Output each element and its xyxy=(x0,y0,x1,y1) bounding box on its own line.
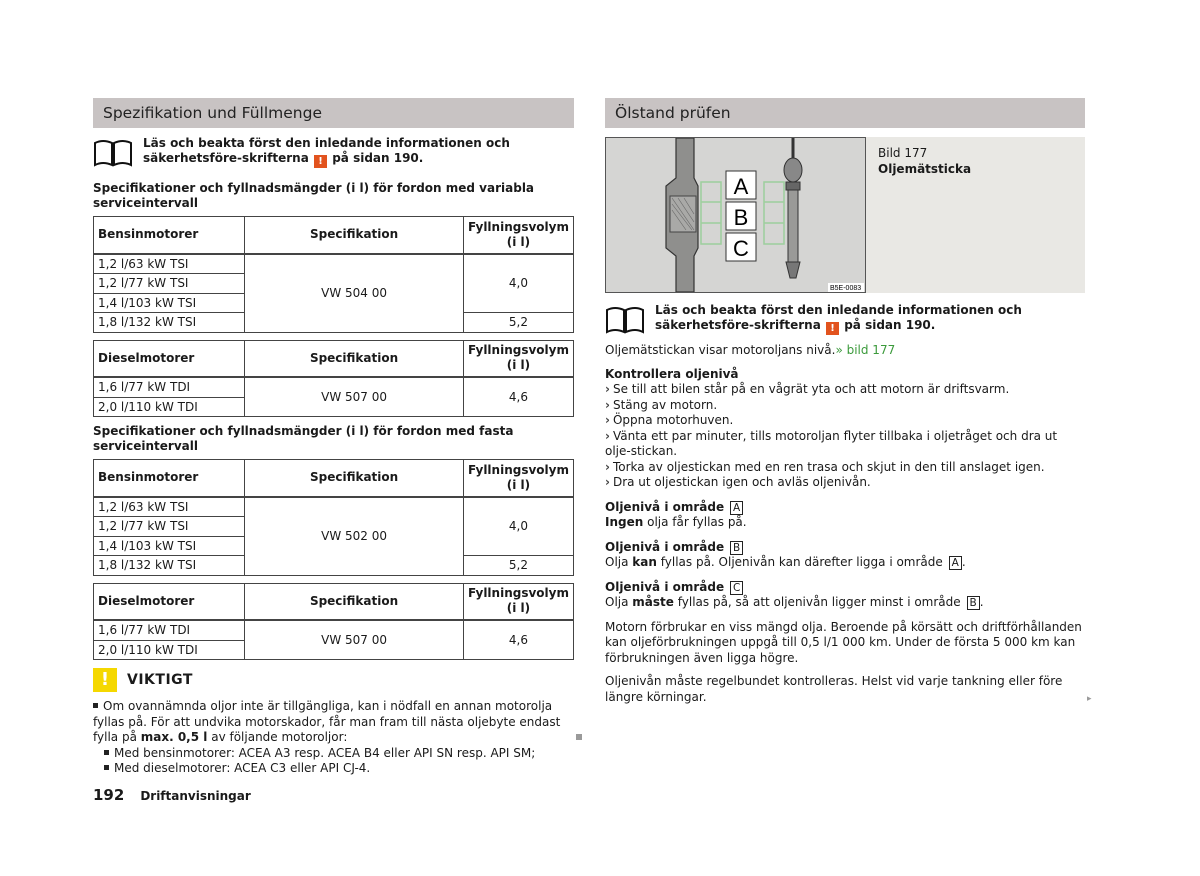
figure-caption xyxy=(866,137,971,293)
engine-cell: 1,6 l/77 kW TDI xyxy=(94,620,245,640)
arrow-icon: › xyxy=(605,382,610,396)
header-volume: Fyllningsvolym (i l) xyxy=(463,217,573,254)
label-c: C xyxy=(733,236,749,261)
right-column xyxy=(605,98,1085,705)
header-specification: Specifikation xyxy=(245,460,464,497)
area-b-box: B xyxy=(730,541,743,555)
figure-link[interactable]: » bild 177 xyxy=(835,343,896,357)
engine-cell: 1,2 l/63 kW TSI xyxy=(94,254,245,274)
dipstick-illustration xyxy=(606,138,865,292)
read-note xyxy=(605,303,1085,335)
left-column xyxy=(93,98,574,777)
engine-cell: 1,2 l/77 kW TSI xyxy=(94,517,245,537)
read-note xyxy=(93,136,574,168)
figure-code: B5E-0083 xyxy=(830,285,862,292)
table-fixed-diesel xyxy=(93,583,574,661)
check-regularly-text: Oljenivån måste regelbundet kontrolleras. Helst vid varje tankning eller före längre körningar. xyxy=(605,674,1063,704)
figure-block xyxy=(605,137,1085,293)
bullet-icon xyxy=(104,750,109,755)
section-title-specification: Spezifikation und Füllmenge xyxy=(93,98,574,128)
intro-text: Oljemätstickan visar motoroljans nivå.» bild 177 xyxy=(605,343,896,357)
volume-cell: 4,0 xyxy=(463,497,573,556)
footer-section: Driftanvisningar xyxy=(140,789,251,803)
notice-text: Om ovannämnda oljor inte är tillgängliga, kan i nödfall en annan motorolja fyllas på. För att undvika motorskador, får man fram till nästa oljebyte endast fylla på max. 0,5 l av följande motoroljor: xyxy=(93,699,561,744)
engine-cell: 1,4 l/103 kW TSI xyxy=(94,536,245,556)
continue-arrow-icon: ▸ xyxy=(1087,694,1092,704)
table-caption-fixed: Specifikationer och fyllnadsmängder (i l) för fordon med fasta serviceintervall xyxy=(93,424,514,453)
notice-list-item: Med dieselmotorer: ACEA C3 eller API CJ-4. xyxy=(93,761,574,777)
header-volume: Fyllningsvolym (i l) xyxy=(463,583,573,620)
caution-icon: ! xyxy=(93,668,117,692)
engine-cell: 2,0 l/110 kW TDI xyxy=(94,397,245,417)
area-ref-box: A xyxy=(949,556,962,570)
header-specification: Specifikation xyxy=(245,217,464,254)
engine-cell: 1,6 l/77 kW TDI xyxy=(94,377,245,397)
engine-cell: 1,2 l/63 kW TSI xyxy=(94,497,245,517)
area-c-block: Oljenivå i område C Olja måste fyllas på, så att oljenivån ligger minst i område B . xyxy=(605,579,984,609)
arrow-icon: › xyxy=(605,413,610,427)
arrow-icon: › xyxy=(605,475,610,489)
step-item: › Vänta ett par minuter, tills motoroljan flyter tillbaka i oljetråget och dra ut olje-stickan. xyxy=(605,428,1058,458)
warning-icon: ! xyxy=(314,155,327,168)
area-a-box: A xyxy=(730,501,743,515)
section-title-oil-level: Ölstand prüfen xyxy=(605,98,1085,128)
notice-list-item: Med bensinmotorer: ACEA A3 resp. ACEA B4 eller API SN resp. API SM; xyxy=(93,746,574,762)
arrow-icon: › xyxy=(605,428,610,443)
header-specification: Specifikation xyxy=(245,583,464,620)
header-volume: Fyllningsvolym (i l) xyxy=(463,460,573,497)
figure-title: Oljemätsticka xyxy=(878,161,972,176)
header-volume: Fyllningsvolym (i l) xyxy=(463,340,573,377)
volume-cell: 4,6 xyxy=(463,620,573,660)
arrow-icon: › xyxy=(605,459,610,474)
book-icon xyxy=(93,137,133,167)
spec-cell: VW 502 00 xyxy=(245,497,464,576)
table-caption-variable: Specifikationer och fyllnadsmängder (i l) för fordon med variabla serviceintervall xyxy=(93,181,535,210)
header-specification: Specifikation xyxy=(245,340,464,377)
page-number: 192 xyxy=(93,786,125,804)
read-note-text: Läs och beakta först den inledande informationen och säkerhetsföre-skrifterna ! på sidan 190. xyxy=(655,303,1022,334)
check-title: Kontrollera oljenivå xyxy=(605,366,739,381)
engine-cell: 1,8 l/132 kW TSI xyxy=(94,556,245,576)
area-a-block: Oljenivå i område A Ingen olja får fyllas på. xyxy=(605,499,747,529)
spec-cell: VW 507 00 xyxy=(245,620,464,660)
arrow-icon: › xyxy=(605,397,610,412)
notice-title: VIKTIGT xyxy=(127,672,193,688)
engine-cell: 1,4 l/103 kW TSI xyxy=(94,293,245,313)
table-fixed-petrol xyxy=(93,459,574,576)
engine-cell: 1,2 l/77 kW TSI xyxy=(94,274,245,294)
engine-cell: 1,8 l/132 kW TSI xyxy=(94,313,245,333)
volume-cell: 4,6 xyxy=(463,377,573,417)
spec-cell: VW 507 00 xyxy=(245,377,464,417)
table-variable-diesel xyxy=(93,340,574,418)
header-engines: Dieselmotorer xyxy=(94,583,245,620)
area-c-box: C xyxy=(730,581,743,595)
label-b: B xyxy=(733,205,749,230)
table-variable-petrol xyxy=(93,216,574,333)
bullet-icon xyxy=(104,765,109,770)
label-a: A xyxy=(733,174,749,199)
area-ref-box: B xyxy=(967,596,980,610)
warning-icon: ! xyxy=(826,322,839,335)
engine-cell: 2,0 l/110 kW TDI xyxy=(94,640,245,660)
area-b-block: Oljenivå i område B Olja kan fyllas på. Oljenivån kan därefter ligga i område A . xyxy=(605,539,966,569)
step-item: › Se till att bilen står på en vågrät yta och att motorn är driftsvarm. xyxy=(605,382,1010,396)
section-end-marker xyxy=(576,734,582,740)
step-item: › Öppna motorhuven. xyxy=(605,413,734,427)
volume-cell: 5,2 xyxy=(463,313,573,333)
page-footer xyxy=(93,786,251,804)
header-engines: Bensinmotorer xyxy=(94,460,245,497)
dipstick-figure xyxy=(605,137,866,293)
step-item: › Dra ut oljestickan igen och avläs oljenivån. xyxy=(605,475,871,489)
figure-number: Bild 177 xyxy=(878,146,928,160)
volume-cell: 4,0 xyxy=(463,254,573,313)
volume-cell: 5,2 xyxy=(463,556,573,576)
book-icon xyxy=(605,304,645,334)
bullet-icon xyxy=(93,703,98,708)
header-engines: Dieselmotorer xyxy=(94,340,245,377)
notice-heading xyxy=(93,668,574,692)
read-note-text: Läs och beakta först den inledande informationen och säkerhetsföre-skrifterna ! på sidan 190. xyxy=(143,136,510,167)
header-engines: Bensinmotorer xyxy=(94,217,245,254)
spec-cell: VW 504 00 xyxy=(245,254,464,333)
consumption-text: Motorn förbrukar en viss mängd olja. Beroende på körsätt och driftförhållanden kan oljeförbrukningen uppgå till 0,5 l/1 000 km. Under de första 5 000 km kan förbrukningen även ligga högre. xyxy=(605,619,1082,665)
step-item: › Torka av oljestickan med en ren trasa och skjut in den till anslaget igen. xyxy=(605,459,1045,474)
step-item: › Stäng av motorn. xyxy=(605,397,718,412)
